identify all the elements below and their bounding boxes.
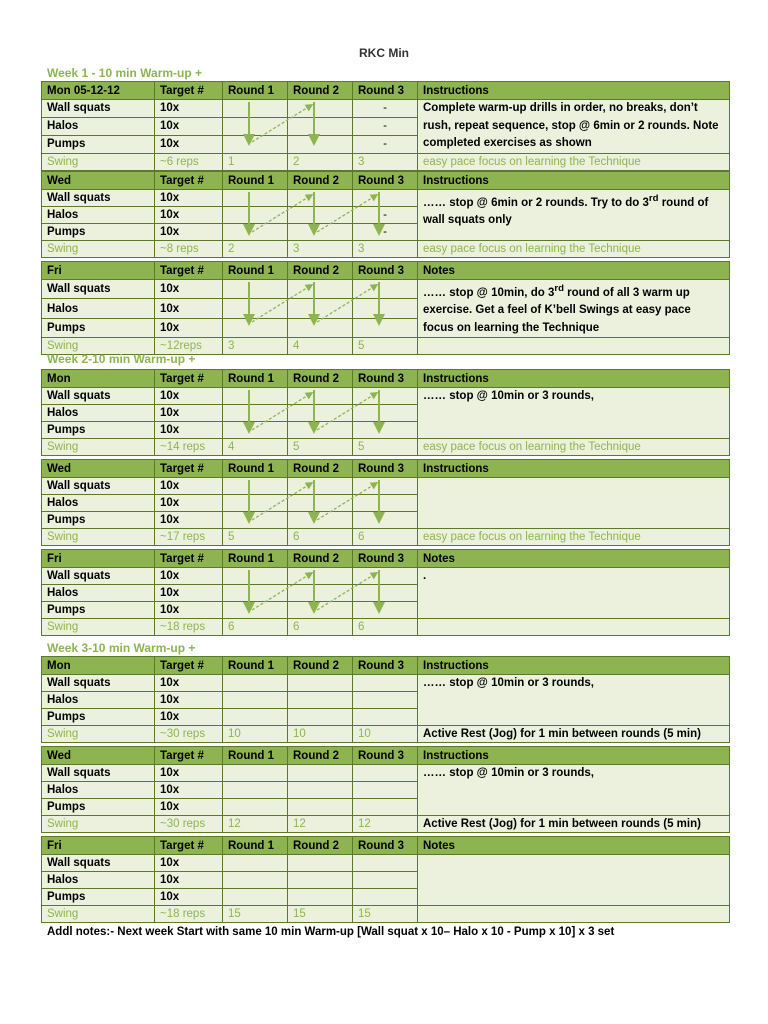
target-reps: 10x: [155, 422, 223, 439]
target-header: Target #: [155, 747, 223, 765]
day-table: [41, 656, 730, 743]
round1-header: Round 1: [223, 837, 288, 855]
exercise-name: Pumps: [42, 709, 155, 726]
round1-cell: [223, 765, 288, 782]
day-label: Mon 05-12-12: [42, 82, 155, 100]
target-reps: 10x: [155, 224, 223, 241]
week-label: Week 3-10 min Warm-up +: [47, 641, 196, 655]
swing-target: ~8 reps: [155, 241, 223, 258]
round2-cell: [288, 280, 353, 299]
swing-target: ~17 reps: [155, 529, 223, 546]
day-header-row: [42, 370, 730, 388]
round1-header: Round 1: [223, 657, 288, 675]
day-header-row: [42, 460, 730, 478]
swing-label: Swing: [42, 619, 155, 636]
day-label: Mon: [42, 370, 155, 388]
notes-header: Instructions: [418, 657, 730, 675]
note-text: …… stop @ 10min, do 3: [423, 286, 555, 299]
note-superscript: rd: [554, 283, 564, 294]
target-reps: 10x: [155, 100, 223, 118]
target-reps: 10x: [155, 207, 223, 224]
round3-cell: [353, 405, 418, 422]
document-title: RKC Min: [359, 46, 409, 60]
round3-header: Round 3: [353, 370, 418, 388]
day-table: [41, 171, 730, 258]
round2-cell: [288, 872, 353, 889]
day-note: Complete warm-up drills in order, no breaks, don’t rush, repeat sequence, stop @ 6min or 2 rounds. Note completed exercises as shown: [418, 100, 730, 154]
round1-cell: [223, 422, 288, 439]
target-reps: 10x: [155, 799, 223, 816]
round2-header: Round 2: [288, 82, 353, 100]
day-header-row: [42, 550, 730, 568]
round1-cell: [223, 799, 288, 816]
day-note: [418, 855, 730, 906]
exercise-name: Wall squats: [42, 280, 155, 299]
round2-cell: [288, 190, 353, 207]
round2-cell: [288, 495, 353, 512]
exercise-row: [42, 568, 730, 585]
round3-cell: [353, 318, 418, 337]
target-reps: 10x: [155, 709, 223, 726]
round1-cell: [223, 318, 288, 337]
round2-cell: [288, 318, 353, 337]
round1-cell: [223, 872, 288, 889]
round2-cell: [288, 117, 353, 135]
swing-target: ~6 reps: [155, 153, 223, 170]
note-superscript: rd: [648, 193, 659, 204]
round3-cell: [353, 855, 418, 872]
swing-round1: 1: [223, 153, 288, 170]
exercise-name: Pumps: [42, 889, 155, 906]
round3-cell: [353, 388, 418, 405]
swing-row: [42, 529, 730, 546]
swing-round1: 4: [223, 439, 288, 456]
swing-row: [42, 241, 730, 258]
round1-header: Round 1: [223, 172, 288, 190]
round3-cell: [353, 709, 418, 726]
round2-header: Round 2: [288, 837, 353, 855]
swing-label: Swing: [42, 816, 155, 833]
day-header-row: [42, 837, 730, 855]
day-table: [41, 369, 730, 456]
swing-round2: 2: [288, 153, 353, 170]
target-reps: 10x: [155, 318, 223, 337]
day-header-row: [42, 82, 730, 100]
swing-note: Active Rest (Jog) for 1 min between rounds (5 min): [418, 816, 730, 833]
exercise-name: Wall squats: [42, 478, 155, 495]
round2-cell: [288, 765, 353, 782]
swing-target: ~30 reps: [155, 726, 223, 743]
exercise-name: Pumps: [42, 224, 155, 241]
swing-round1: 12: [223, 816, 288, 833]
round3-cell: [353, 280, 418, 299]
round2-cell: [288, 512, 353, 529]
round3-header: Round 3: [353, 460, 418, 478]
round3-cell: [353, 692, 418, 709]
swing-note: easy pace focus on learning the Technique: [418, 439, 730, 456]
week-label: Week 1 - 10 min Warm-up +: [47, 66, 203, 80]
target-header: Target #: [155, 460, 223, 478]
round3-cell: [353, 478, 418, 495]
target-header: Target #: [155, 550, 223, 568]
target-header: Target #: [155, 262, 223, 280]
notes-header: Instructions: [418, 172, 730, 190]
round2-cell: [288, 855, 353, 872]
swing-label: Swing: [42, 529, 155, 546]
swing-round2: 15: [288, 906, 353, 923]
exercise-name: Halos: [42, 117, 155, 135]
exercise-name: Halos: [42, 405, 155, 422]
target-header: Target #: [155, 657, 223, 675]
day-note: …… stop @ 10min or 3 rounds,: [418, 675, 730, 726]
target-header: Target #: [155, 837, 223, 855]
target-reps: 10x: [155, 280, 223, 299]
round2-cell: [288, 388, 353, 405]
round3-cell: [353, 585, 418, 602]
swing-row: [42, 906, 730, 923]
swing-round1: 10: [223, 726, 288, 743]
round1-header: Round 1: [223, 460, 288, 478]
swing-label: Swing: [42, 906, 155, 923]
round1-cell: [223, 100, 288, 118]
exercise-name: Wall squats: [42, 765, 155, 782]
target-reps: 10x: [155, 675, 223, 692]
swing-round3: 3: [353, 153, 418, 170]
swing-row: [42, 439, 730, 456]
swing-round2: 10: [288, 726, 353, 743]
round2-cell: [288, 568, 353, 585]
exercise-name: Pumps: [42, 602, 155, 619]
round3-cell: [353, 422, 418, 439]
target-reps: 10x: [155, 495, 223, 512]
round1-cell: [223, 299, 288, 318]
target-reps: 10x: [155, 478, 223, 495]
round2-header: Round 2: [288, 370, 353, 388]
round3-cell: [353, 568, 418, 585]
round1-cell: [223, 207, 288, 224]
exercise-row: [42, 100, 730, 118]
exercise-name: Wall squats: [42, 388, 155, 405]
exercise-name: Wall squats: [42, 190, 155, 207]
round1-cell: [223, 478, 288, 495]
round3-cell: -: [353, 117, 418, 135]
round1-cell: [223, 190, 288, 207]
day-table: [41, 549, 730, 636]
day-header-row: [42, 262, 730, 280]
target-reps: 10x: [155, 889, 223, 906]
round3-cell: [353, 765, 418, 782]
day-header-row: [42, 172, 730, 190]
exercise-name: Halos: [42, 495, 155, 512]
round3-cell: [353, 782, 418, 799]
round1-cell: [223, 709, 288, 726]
day-label: Fri: [42, 837, 155, 855]
round2-cell: [288, 709, 353, 726]
day-table: [41, 836, 730, 923]
target-reps: 10x: [155, 190, 223, 207]
swing-round2: 5: [288, 439, 353, 456]
round2-header: Round 2: [288, 657, 353, 675]
round3-header: Round 3: [353, 262, 418, 280]
swing-round3: 6: [353, 529, 418, 546]
swing-label: Swing: [42, 241, 155, 258]
exercise-name: Wall squats: [42, 675, 155, 692]
target-header: Target #: [155, 172, 223, 190]
exercise-name: Halos: [42, 299, 155, 318]
round1-cell: [223, 675, 288, 692]
exercise-row: [42, 190, 730, 207]
exercise-row: [42, 765, 730, 782]
round2-cell: [288, 405, 353, 422]
round3-header: Round 3: [353, 550, 418, 568]
day-table: [41, 81, 730, 171]
exercise-name: Pumps: [42, 135, 155, 153]
notes-header: Instructions: [418, 370, 730, 388]
round3-cell: [353, 495, 418, 512]
swing-round2: 6: [288, 619, 353, 636]
round1-cell: [223, 224, 288, 241]
round1-cell: [223, 889, 288, 906]
round1-cell: [223, 568, 288, 585]
swing-row: [42, 619, 730, 636]
week-label: Week 2-10 min Warm-up +: [47, 352, 196, 366]
day-header-row: [42, 657, 730, 675]
swing-label: Swing: [42, 439, 155, 456]
round1-cell: [223, 692, 288, 709]
round3-cell: [353, 190, 418, 207]
round3-header: Round 3: [353, 82, 418, 100]
notes-header: Notes: [418, 837, 730, 855]
round2-header: Round 2: [288, 262, 353, 280]
round3-cell: [353, 512, 418, 529]
target-reps: 10x: [155, 568, 223, 585]
round2-cell: [288, 422, 353, 439]
round1-header: Round 1: [223, 370, 288, 388]
note-text: round of wall squats only: [423, 196, 709, 227]
round2-header: Round 2: [288, 460, 353, 478]
target-reps: 10x: [155, 692, 223, 709]
round1-cell: [223, 405, 288, 422]
round2-header: Round 2: [288, 172, 353, 190]
round2-cell: [288, 799, 353, 816]
round2-cell: [288, 100, 353, 118]
exercise-name: Pumps: [42, 318, 155, 337]
round2-cell: [288, 675, 353, 692]
round3-header: Round 3: [353, 172, 418, 190]
swing-round2: 6: [288, 529, 353, 546]
swing-round2: 3: [288, 241, 353, 258]
round3-cell: [353, 675, 418, 692]
swing-round3: 12: [353, 816, 418, 833]
swing-round3: 5: [353, 439, 418, 456]
swing-round1: 15: [223, 906, 288, 923]
day-table: [41, 261, 730, 355]
exercise-name: Halos: [42, 207, 155, 224]
round1-cell: [223, 512, 288, 529]
notes-header: Notes: [418, 550, 730, 568]
round1-cell: [223, 495, 288, 512]
round1-header: Round 1: [223, 262, 288, 280]
swing-note: easy pace focus on learning the Technique: [418, 529, 730, 546]
swing-label: Swing: [42, 338, 155, 355]
round3-cell: [353, 889, 418, 906]
round1-header: Round 1: [223, 747, 288, 765]
round3-cell: -: [353, 135, 418, 153]
day-table: [41, 746, 730, 833]
day-label: Wed: [42, 172, 155, 190]
round2-cell: [288, 478, 353, 495]
round2-cell: [288, 585, 353, 602]
exercise-name: Pumps: [42, 512, 155, 529]
swing-round3: 5: [353, 338, 418, 355]
round1-cell: [223, 855, 288, 872]
round2-cell: [288, 207, 353, 224]
notes-header: Notes: [418, 262, 730, 280]
round2-cell: [288, 224, 353, 241]
round3-cell: -: [353, 207, 418, 224]
swing-label: Swing: [42, 153, 155, 170]
day-header-row: [42, 747, 730, 765]
target-reps: 10x: [155, 388, 223, 405]
exercise-name: Pumps: [42, 422, 155, 439]
exercise-row: [42, 855, 730, 872]
target-reps: 10x: [155, 135, 223, 153]
swing-label: Swing: [42, 726, 155, 743]
day-label: Wed: [42, 747, 155, 765]
swing-row: [42, 726, 730, 743]
target-reps: 10x: [155, 782, 223, 799]
target-header: Target #: [155, 82, 223, 100]
swing-target: ~12reps: [155, 338, 223, 355]
swing-round3: 15: [353, 906, 418, 923]
exercise-name: Halos: [42, 585, 155, 602]
day-label: Fri: [42, 262, 155, 280]
swing-target: ~18 reps: [155, 619, 223, 636]
round1-header: Round 1: [223, 82, 288, 100]
round2-cell: [288, 135, 353, 153]
round1-cell: [223, 117, 288, 135]
round1-cell: [223, 602, 288, 619]
round2-cell: [288, 299, 353, 318]
swing-row: [42, 153, 730, 170]
swing-round1: 6: [223, 619, 288, 636]
swing-row: [42, 816, 730, 833]
swing-round2: 12: [288, 816, 353, 833]
target-reps: 10x: [155, 872, 223, 889]
day-label: Fri: [42, 550, 155, 568]
swing-note: [418, 906, 730, 923]
swing-note: easy pace focus on learning the Technique: [418, 153, 730, 170]
day-note: .: [418, 568, 730, 619]
round3-header: Round 3: [353, 747, 418, 765]
exercise-row: [42, 675, 730, 692]
day-label: Mon: [42, 657, 155, 675]
swing-note: easy pace focus on learning the Technique: [418, 241, 730, 258]
day-note: …… stop @ 10min or 3 rounds,: [418, 388, 730, 439]
swing-note: [418, 619, 730, 636]
target-reps: 10x: [155, 855, 223, 872]
target-reps: 10x: [155, 765, 223, 782]
round2-cell: [288, 889, 353, 906]
day-label: Wed: [42, 460, 155, 478]
day-table: [41, 459, 730, 546]
day-note: [418, 280, 730, 338]
day-note: …… stop @ 10min or 3 rounds,: [418, 765, 730, 816]
swing-round3: 6: [353, 619, 418, 636]
round2-cell: [288, 692, 353, 709]
round2-cell: [288, 782, 353, 799]
round1-cell: [223, 388, 288, 405]
target-reps: 10x: [155, 602, 223, 619]
round3-cell: [353, 299, 418, 318]
swing-round3: 3: [353, 241, 418, 258]
day-note: [418, 190, 730, 241]
round3-cell: -: [353, 100, 418, 118]
target-reps: 10x: [155, 585, 223, 602]
notes-header: Instructions: [418, 747, 730, 765]
swing-target: ~30 reps: [155, 816, 223, 833]
exercise-row: [42, 478, 730, 495]
exercise-name: Pumps: [42, 799, 155, 816]
swing-round3: 10: [353, 726, 418, 743]
note-text: …… stop @ 6min or 2 rounds. Try to do 3: [423, 196, 649, 209]
swing-note: [418, 338, 730, 355]
exercise-name: Wall squats: [42, 100, 155, 118]
exercise-row: [42, 388, 730, 405]
exercise-name: Wall squats: [42, 568, 155, 585]
additional-notes: Addl notes:- Next week Start with same 10 min Warm-up [Wall squat x 10– Halo x 10 - Pump x 10] x 3 set: [47, 926, 615, 938]
exercise-name: Halos: [42, 782, 155, 799]
round1-cell: [223, 585, 288, 602]
round2-header: Round 2: [288, 747, 353, 765]
swing-note: Active Rest (Jog) for 1 min between rounds (5 min): [418, 726, 730, 743]
round3-header: Round 3: [353, 657, 418, 675]
round3-cell: -: [353, 224, 418, 241]
target-reps: 10x: [155, 117, 223, 135]
round3-cell: [353, 872, 418, 889]
round1-cell: [223, 135, 288, 153]
target-reps: 10x: [155, 299, 223, 318]
round2-cell: [288, 602, 353, 619]
exercise-name: Halos: [42, 692, 155, 709]
round2-header: Round 2: [288, 550, 353, 568]
exercise-row: [42, 280, 730, 299]
round1-cell: [223, 782, 288, 799]
target-header: Target #: [155, 370, 223, 388]
swing-round2: 4: [288, 338, 353, 355]
swing-round1: 5: [223, 529, 288, 546]
swing-target: ~14 reps: [155, 439, 223, 456]
swing-target: ~18 reps: [155, 906, 223, 923]
round1-cell: [223, 280, 288, 299]
exercise-name: Wall squats: [42, 855, 155, 872]
exercise-name: Halos: [42, 872, 155, 889]
notes-header: Instructions: [418, 82, 730, 100]
round1-header: Round 1: [223, 550, 288, 568]
notes-header: Instructions: [418, 460, 730, 478]
swing-round1: 2: [223, 241, 288, 258]
swing-round1: 3: [223, 338, 288, 355]
target-reps: 10x: [155, 512, 223, 529]
target-reps: 10x: [155, 405, 223, 422]
note-text: round of all 3 warm up exercise. Get a feel of K’bell Swings at easy pace focus on learning the Technique: [423, 286, 691, 334]
day-note: [418, 478, 730, 529]
round3-header: Round 3: [353, 837, 418, 855]
round3-cell: [353, 799, 418, 816]
round3-cell: [353, 602, 418, 619]
